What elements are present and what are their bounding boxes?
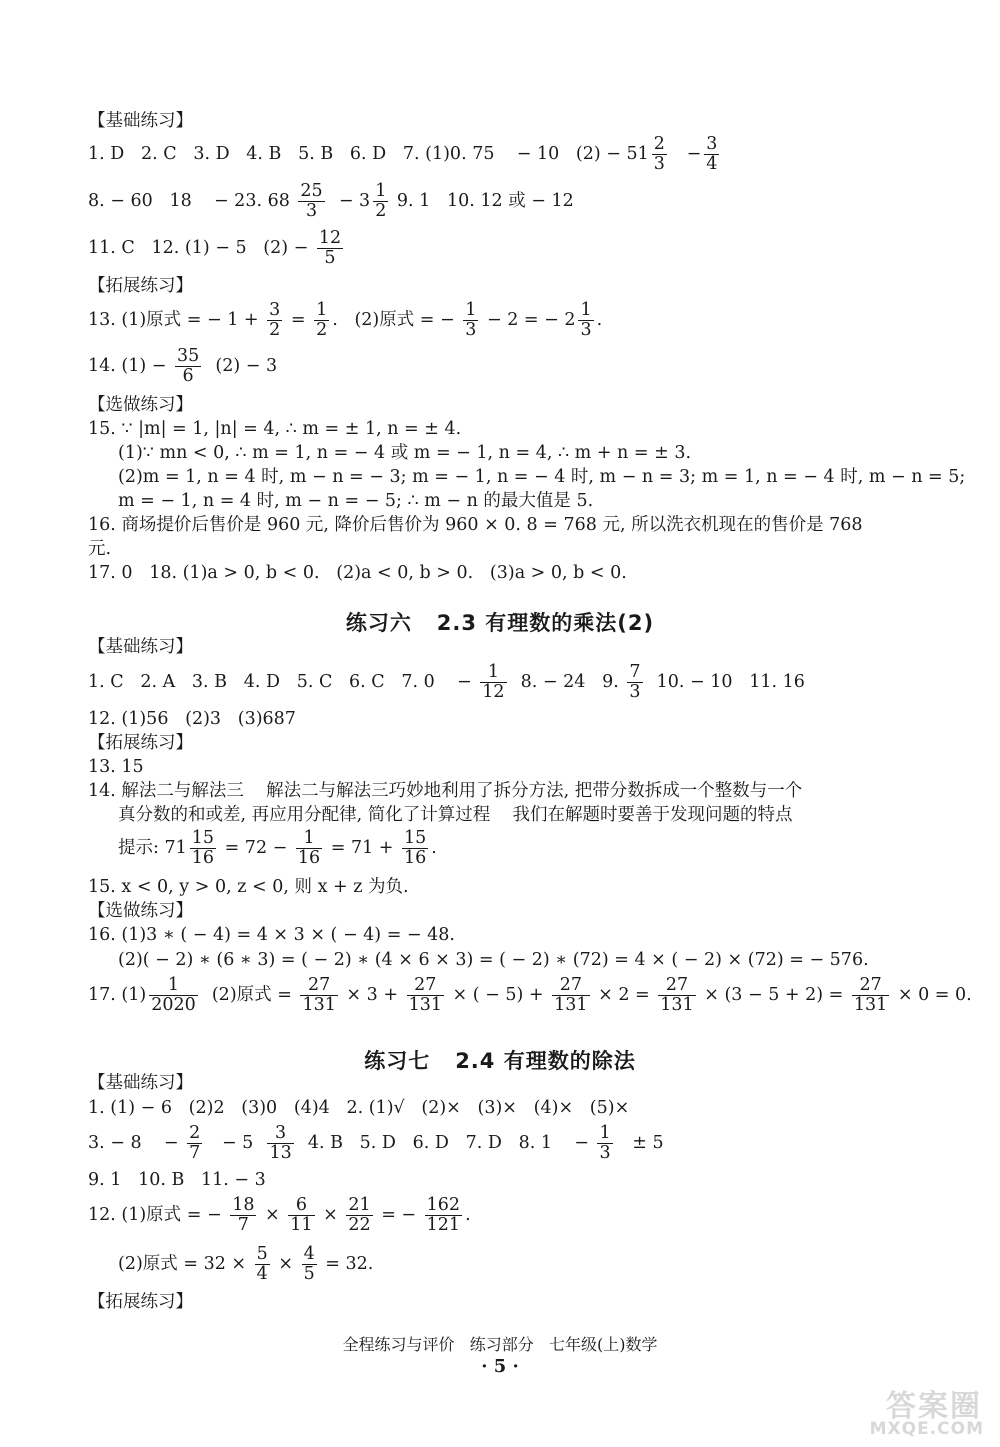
answer-line: 13. (1)原式 = − 1 + $\frac{3}{2}$ = $\frac{1}{2}$ . (2)原式 = − $\frac{1}{3}$ − 2 = − 2 $\frac{1}{3}$ . bbox=[88, 300, 603, 340]
watermark-url: MXQE.COM bbox=[869, 1419, 984, 1439]
answer-line: 1. D 2. C 3. D 4. B 5. B 6. D 7. (1)0. 75 − 10 (2) − 51 $\frac{2}{3}$ − $\frac{3}{4}$ bbox=[88, 134, 718, 174]
answer-line: 12. (1)原式 = − $\frac{18}{7}$ × $\frac{6}{11}$ × $\frac{21}{22}$ = − $\frac{162}{121}$ . bbox=[88, 1195, 471, 1235]
section-basic-3: 【基础练习】 bbox=[88, 1073, 193, 1093]
answer-line: 15. x < 0, y > 0, z < 0, 则 x + z 为负. bbox=[88, 877, 409, 897]
answer-line: 1. (1) − 6 (2)2 (3)0 (4)4 2. (1)√ (2)× (3)× (4)× (5)× bbox=[88, 1098, 630, 1118]
answer-line: 16. (1)3 ∗ ( − 4) = 4 × 3 × ( − 4) = − 48. bbox=[88, 925, 455, 945]
section-title-6: 练习六 2.3 有理数的乘法(2) bbox=[345, 611, 655, 635]
answer-line: 3. − 8 − $\frac{2}{7}$ − 5 $\frac{3}{13}$ 4. B 5. D 6. D 7. D 8. 1 − $\frac{1}{3}$ ± 5 bbox=[88, 1123, 664, 1163]
answer-line: (2)原式 = 32 × $\frac{5}{4}$ × $\frac{4}{5}$ = 32. bbox=[118, 1244, 374, 1284]
answer-line: (2)m = 1, n = 4 时, m − n = − 3; m = − 1, n = − 4 时, m − n = 3; m = 1, n = − 4 时, m − n = 5; bbox=[118, 467, 966, 487]
section-extension-2: 【拓展练习】 bbox=[88, 733, 193, 753]
answer-line: 真分数的和或差, 再应用分配律, 简化了计算过程 我们在解题时要善于发现问题的特点 bbox=[118, 805, 793, 825]
answer-line: 17. (1) $\frac{1}{2020}$ (2)原式 = $\frac{27}{131}$ × 3 + $\frac{27}{131}$ × ( − 5) + $\frac{27}{131}$ × 2 = $\frac{27}{131}$ × (3 − 5 + 2) = $\frac{27}{131}$ × 0 = 0. bbox=[88, 975, 972, 1015]
answer-line: 1. C 2. A 3. B 4. D 5. C 6. C 7. 0 − $\frac{1}{12}$ 8. − 24 9. $\frac{7}{3}$ 10. − 10 11. 16 bbox=[88, 662, 805, 702]
section-basic-2: 【基础练习】 bbox=[88, 637, 193, 657]
answer-line: 8. − 60 18 − 23. 68 $\frac{25}{3}$ − 3 $\frac{1}{2}$ 9. 1 10. 12 或 − 12 bbox=[88, 181, 574, 221]
watermark-logo bbox=[860, 1381, 990, 1439]
answer-line: m = − 1, n = 4 时, m − n = − 5; ∴ m − n 的最大值是 5. bbox=[118, 491, 594, 511]
section-extension-3: 【拓展练习】 bbox=[88, 1292, 193, 1312]
answer-line: 提示: 71 $\frac{15}{16}$ = 72 − $\frac{1}{16}$ = 71 + $\frac{15}{16}$ . bbox=[118, 828, 437, 868]
answer-line: 17. 0 18. (1)a > 0, b < 0. (2)a < 0, b > 0. (3)a > 0, b < 0. bbox=[88, 563, 627, 583]
watermark-logo-text: 答案圈 bbox=[886, 1389, 982, 1424]
answer-line: 14. (1) − $\frac{35}{6}$ (2) − 3 bbox=[88, 346, 278, 386]
page-number: · 5 · bbox=[481, 1356, 519, 1377]
answer-line: (1)∵ mn < 0, ∴ m = 1, n = − 4 或 m = − 1, n = 4, ∴ m + n = ± 3. bbox=[118, 443, 692, 463]
section-optional-2: 【选做练习】 bbox=[88, 901, 193, 921]
answer-line: 12. (1)56 (2)3 (3)687 bbox=[88, 709, 296, 729]
answer-line: 9. 1 10. B 11. − 3 bbox=[88, 1170, 266, 1190]
section-title-7: 练习七 2.4 有理数的除法 bbox=[364, 1049, 636, 1073]
answer-line: 15. ∵ |m| = 1, |n| = 4, ∴ m = ± 1, n = ± 4. bbox=[88, 419, 462, 439]
answer-line: 16. 商场提价后售价是 960 元, 降价后售价为 960 × 0. 8 = 768 元, 所以洗衣机现在的售价是 768 bbox=[88, 515, 863, 535]
section-basic-1: 【基础练习】 bbox=[88, 111, 193, 131]
answer-line: 11. C 12. (1) − 5 (2) − $\frac{12}{5}$ bbox=[88, 228, 342, 268]
section-optional-1: 【选做练习】 bbox=[88, 395, 193, 415]
answer-line: 14. 解法二与解法三 解法二与解法三巧妙地利用了拆分方法, 把带分数拆成一个整数与一个 bbox=[88, 781, 803, 801]
answer-line: (2)( − 2) ∗ (6 ∗ 3) = ( − 2) ∗ (4 × 6 × 3) = ( − 2) ∗ (72) = 4 × ( − 2) × (72) = − 576. bbox=[118, 950, 869, 970]
section-extension-1: 【拓展练习】 bbox=[88, 276, 193, 296]
footer-book-title: 全程练习与评价 练习部分 七年级(上)数学 bbox=[342, 1335, 658, 1354]
answer-line: 13. 15 bbox=[88, 757, 144, 777]
answer-line: 元. bbox=[88, 539, 112, 559]
